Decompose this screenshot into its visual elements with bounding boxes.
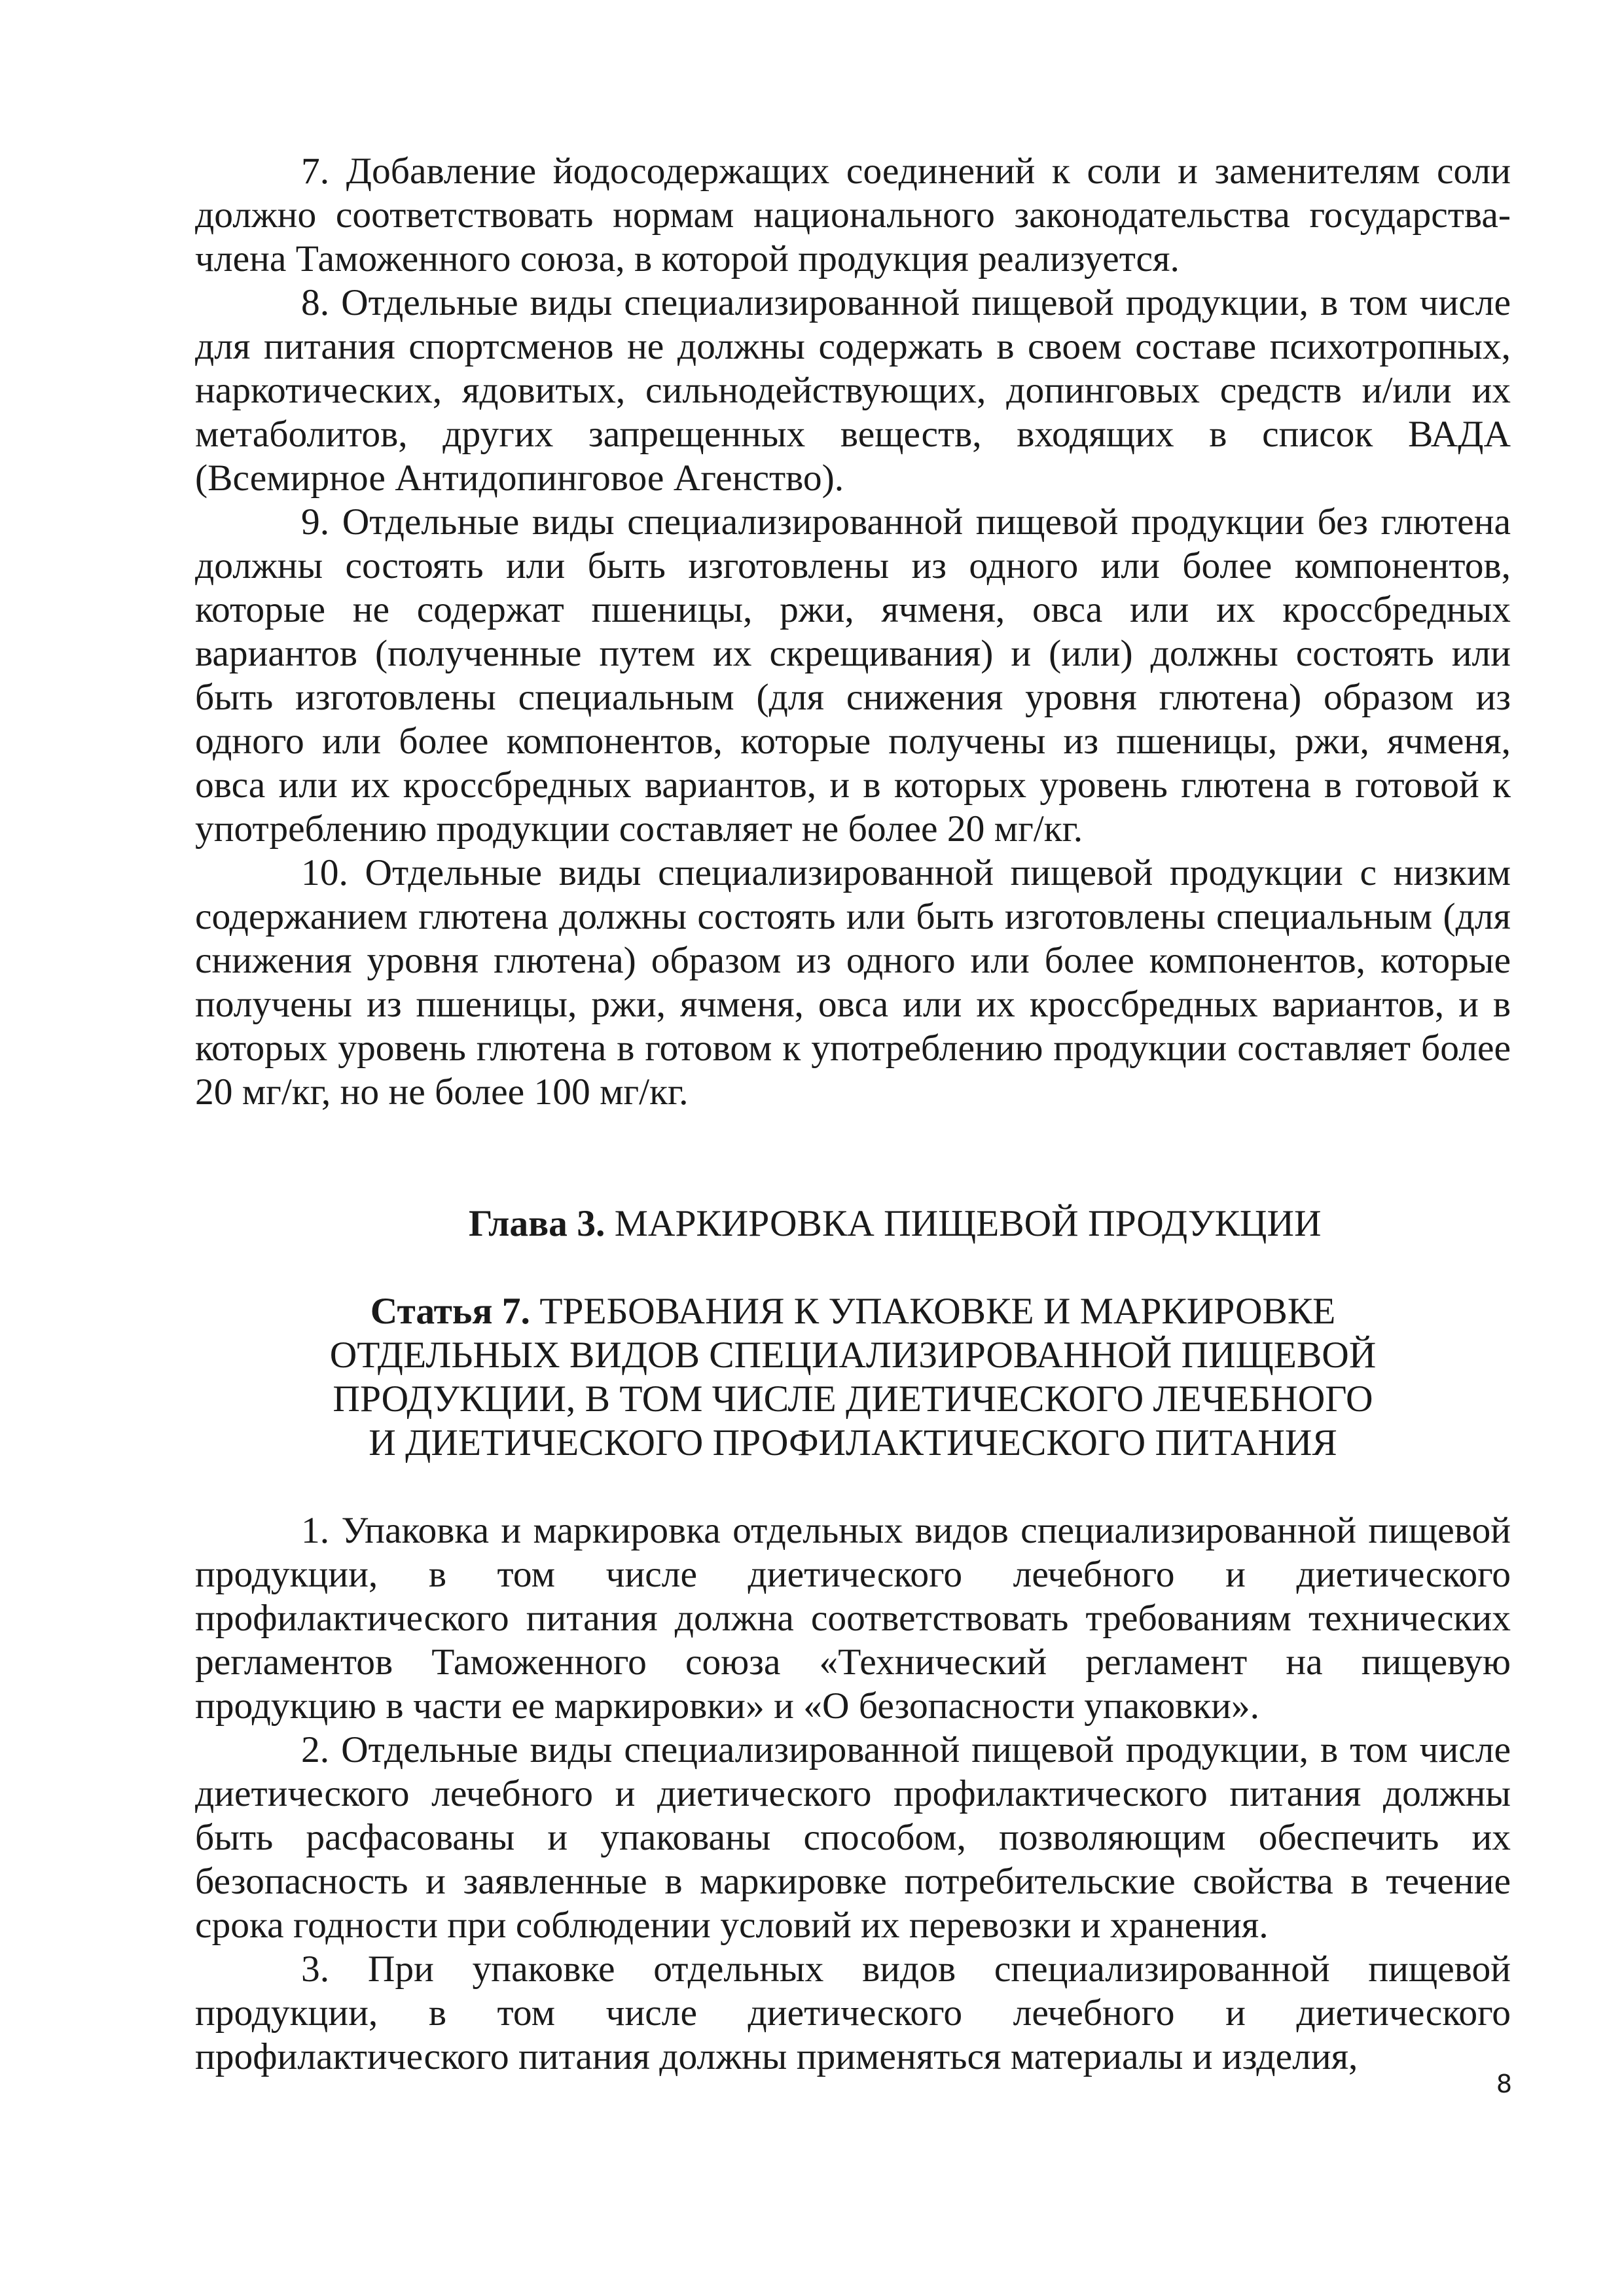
chapter-title: МАРКИРОВКА ПИЩЕВОЙ ПРОДУКЦИИ [605,1203,1322,1244]
document-page [195,149,1511,2079]
paragraph-9: 9. Отдельные виды специализированной пищевой продукции без глютена должны состоять или быть изготовлены из одного или более компонентов, которые не содержат пшеницы, ржи, ячменя, овса или их кроссбредных вариантов (полученные путем их скрещивания) и (или) должны состоять или быть изготовлены специальным (для снижения уровня глютена) образом из одного или более компонентов, которые получены из пшеницы, ржи, ячменя, овса или их кроссбредных вариантов, и в которых уровень глютена в готовой к употреблению продукции составляет не более 20 мг/кг. [195,501,1511,850]
article-label: Статья 7. [370,1291,530,1332]
paragraph-8: 8. Отдельные виды специализированной пищевой продукции, в том числе для питания спортсменов не должны содержать в своем составе психотропных, наркотических, ядовитых, сильнодействующих, допинговых средств и/или их метаболитов, других запрещенных веществ, входящих в список ВАДА (Всемирное Антидопинговое Агенство). [195,282,1511,499]
article-paragraph-3: 3. При упаковке отдельных видов специализированной пищевой продукции, в том числе диетического лечебного и диетического профилактического питания должны применяться материалы и изделия, [195,1948,1511,2077]
article-title-line-3: ПРОДУКЦИИ, В ТОМ ЧИСЛЕ ДИЕТИЧЕСКОГО ЛЕЧЕБНОГО [333,1378,1373,1420]
article-paragraph-1: 1. Упаковка и маркировка отдельных видов специализированной пищевой продукции, в том числе диетического лечебного и диетического профилактического питания должна соответствовать требованиям технических регламентов Таможенного союза «Технический регламент на пищевую продукцию в части ее маркировки» и «О безопасности упаковки». [195,1510,1511,1727]
article-title-line-4: И ДИЕТИЧЕСКОГО ПРОФИЛАКТИЧЕСКОГО ПИТАНИЯ [369,1422,1337,1463]
article-title-line-2: ОТДЕЛЬНЫХ ВИДОВ СПЕЦИАЛИЗИРОВАННОЙ ПИЩЕВОЙ [329,1335,1377,1376]
page-number: 8 [1496,2070,1512,2098]
paragraph-7: 7. Добавление йодосодержащих соединений к соли и заменителям соли должно соответствовать нормам национального законодательства государства-члена Таможенного союза, в которой продукция реализуется. [195,151,1511,279]
article-paragraph-2: 2. Отдельные виды специализированной пищевой продукции, в том числе диетического лечебного и диетического профилактического питания должны быть расфасованы и упакованы способом, позволяющим обеспечить их безопасность и заявленные в маркировке потребительские свойства в течение срока годности при соблюдении условий их перевозки и хранения. [195,1729,1511,1946]
article-title-line-1: ТРЕБОВАНИЯ К УПАКОВКЕ И МАРКИРОВКЕ [530,1291,1336,1332]
paragraph-10: 10. Отдельные виды специализированной пищевой продукции с низким содержанием глютена должны состоять или быть изготовлены специальным (для снижения уровня глютена) образом из одного или более компонентов, которые получены из пшеницы, ржи, ячменя, овса или их кроссбредных вариантов, и в которых уровень глютена в готовом к употреблению продукции составляет более 20 мг/кг, но не более 100 мг/кг. [195,852,1511,1113]
chapter-heading [195,1202,1511,1246]
article-body [195,1509,1511,2079]
chapter-label: Глава 3. [469,1203,605,1244]
article-heading-line-1 [195,1289,1511,1333]
article-heading [195,1289,1511,1465]
